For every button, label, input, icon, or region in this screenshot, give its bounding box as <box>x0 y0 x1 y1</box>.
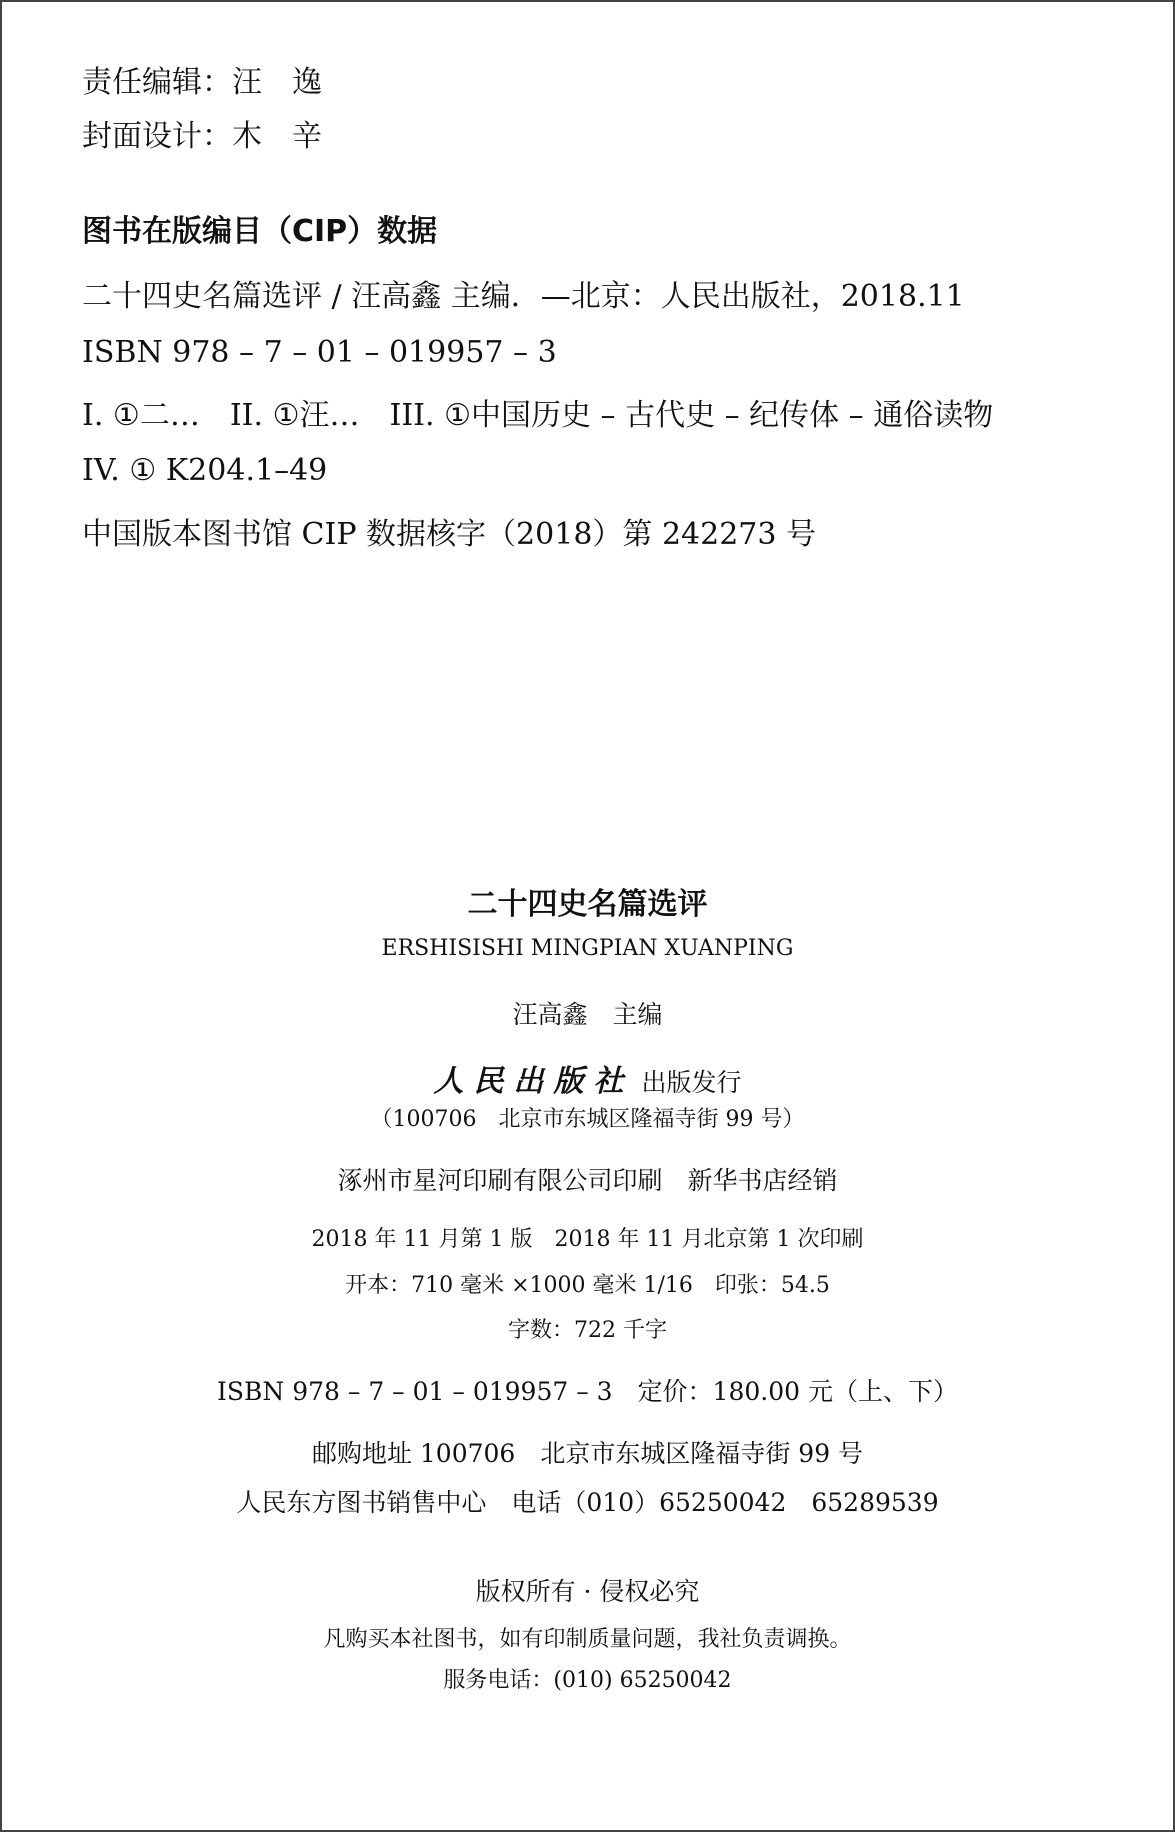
word-count: 字数：722 千字 <box>508 1318 667 1343</box>
cip-heading: 图书在版编目（CIP）数据 <box>82 214 438 249</box>
cip-classification-line-1: I. ①二… II. ①汪… III. ①中国历史 – 古代史 – 纪传体 – 通俗读物 <box>82 398 994 433</box>
chief-editor: 汪高鑫 主编 <box>512 1000 663 1029</box>
publisher-suffix: 出版发行 <box>641 1068 742 1097</box>
copyright-notice: 版权所有 · 侵权必究 <box>475 1577 700 1606</box>
sales-center-phone: 人民东方图书销售中心 电话（010）65250042 65289539 <box>236 1488 939 1517</box>
publisher-address: （100706 北京市东城区隆福寺街 99 号） <box>370 1107 805 1132</box>
service-phone: 服务电话：(010) 65250042 <box>443 1668 732 1693</box>
printer-distributor: 涿州市星河印刷有限公司印刷 新华书店经销 <box>337 1166 838 1195</box>
cip-title-line: 二十四史名篇选评 / 汪高鑫 主编．—北京：人民出版社，2018.11 <box>82 279 965 314</box>
cip-isbn-line: ISBN 978 – 7 – 01 – 019957 – 3 <box>82 335 557 370</box>
mail-order-address: 邮购地址 100706 北京市东城区隆福寺街 99 号 <box>311 1439 864 1468</box>
format-info: 开本：710 毫米 ×1000 毫米 1/16 印张：54.5 <box>345 1273 830 1298</box>
responsible-editor: 责任编辑：汪 逸 <box>82 65 322 100</box>
edition-info: 2018 年 11 月第 1 版 2018 年 11 月北京第 1 次印刷 <box>311 1227 864 1252</box>
cover-designer: 封面设计：木 辛 <box>82 119 322 154</box>
cip-classification-line-2: IV. ① K204.1–49 <box>82 453 328 488</box>
isbn-price: ISBN 978 – 7 – 01 – 019957 – 3 定价：180.00 元（上、下） <box>217 1377 958 1406</box>
publisher-logo: 人民出版社 <box>433 1064 634 1099</box>
cip-record-number: 中国版本图书馆 CIP 数据核字（2018）第 242273 号 <box>82 517 817 552</box>
book-title: 二十四史名篇选评 <box>467 887 708 922</box>
book-title-pinyin: ERSHISISHI MINGPIAN XUANPING <box>381 936 794 961</box>
exchange-policy: 凡购买本社图书，如有印制质量问题，我社负责调换。 <box>323 1627 852 1652</box>
publisher-line <box>2 1064 1173 1099</box>
